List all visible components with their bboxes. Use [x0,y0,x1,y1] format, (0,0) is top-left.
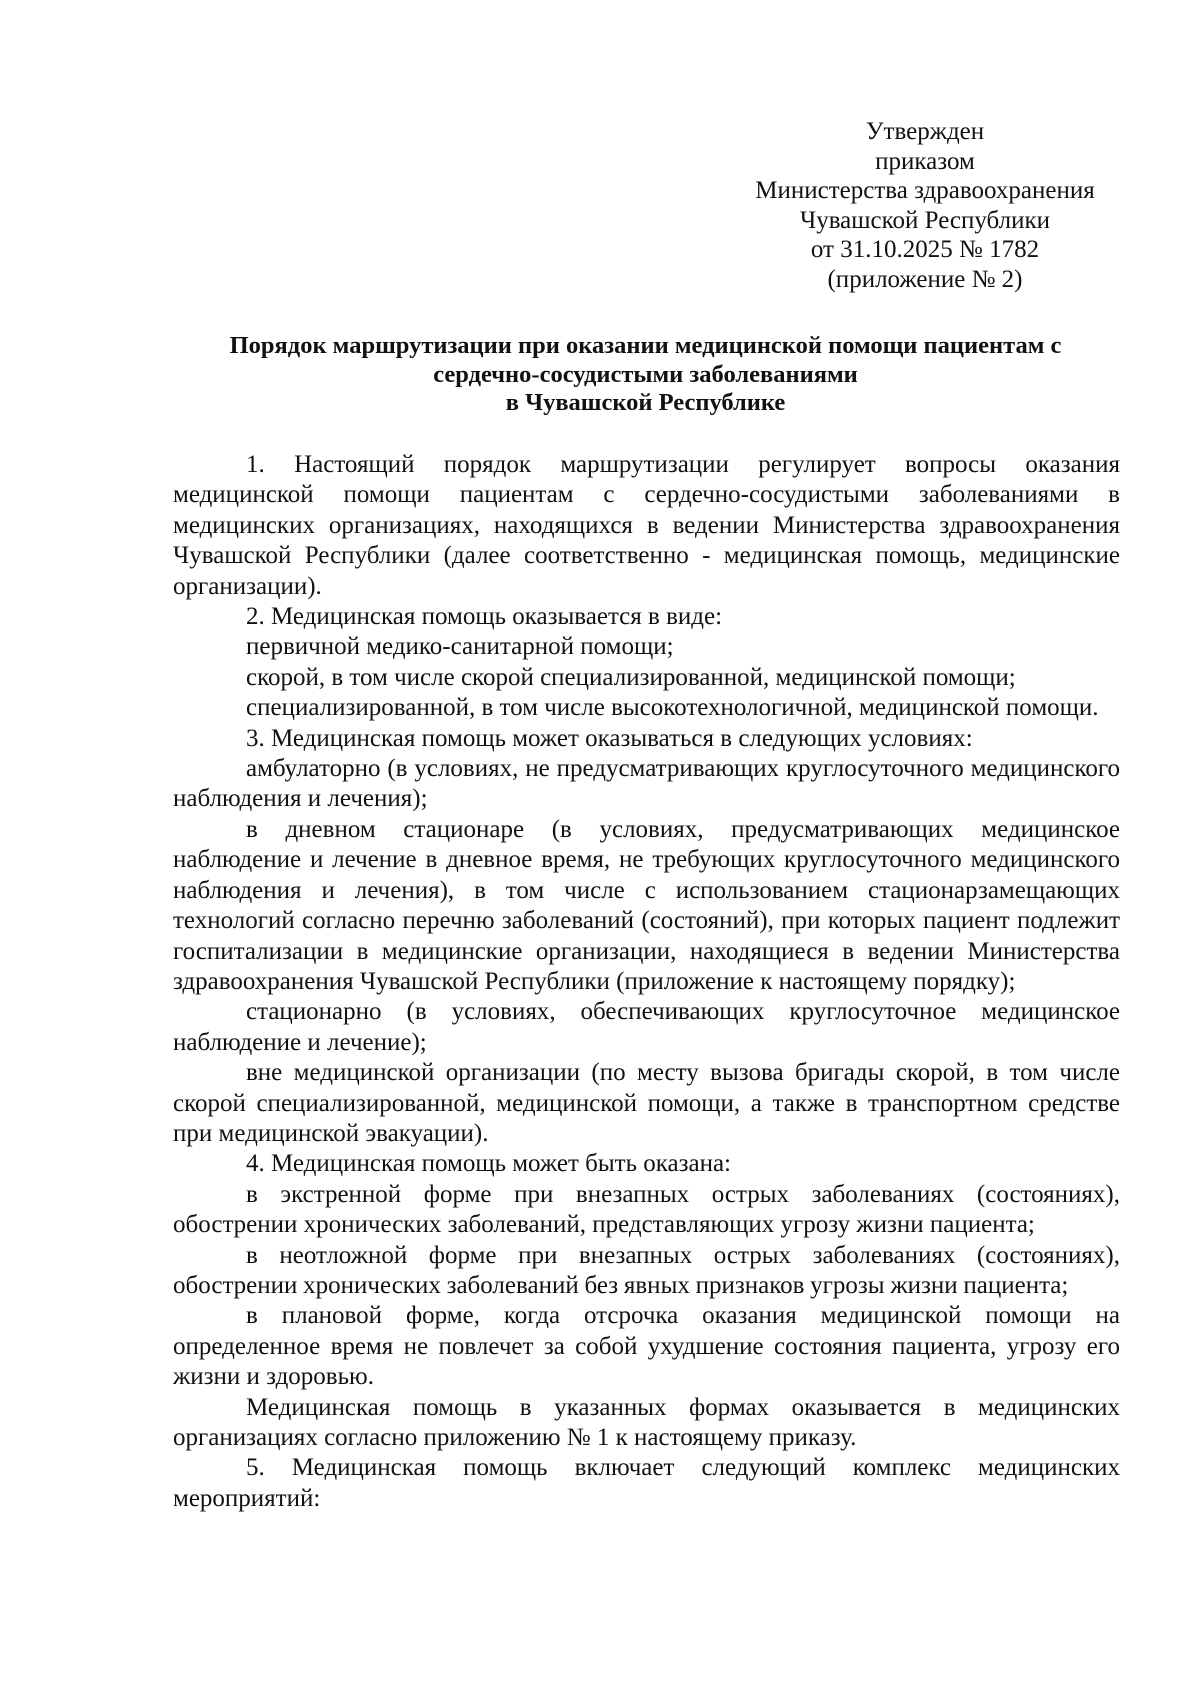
paragraph: в дневном стационаре (в условиях, предусматривающих медицинское наблюдение и лечение в дневное время, не требующих круглосуточного медицинского наблюдения и лечения), в том числе с использованием стационарзамещающих технологий согласно перечню заболеваний (состояний), при которых пациент подлежит госпитализации в медицинские организации, находящиеся в ведении Министерства здравоохранения Чувашской Республики (приложение к настоящему порядку); [173,815,1120,995]
title-line: сердечно-сосудистыми заболеваниями [433,360,858,388]
approval-line: приказом [875,147,975,175]
paragraph: специализированной, в том числе высокотехнологичной, медицинской помощи. [246,694,1099,722]
paragraph: амбулаторно (в условиях, не предусматривающих круглосуточного медицинского наблюдения и лечения); [173,755,1120,813]
paragraph: 2. Медицинская помощь оказывается в виде: [246,603,723,631]
paragraph: в экстренной форме при внезапных острых заболеваниях (состояниях), обострении хронических заболеваний, представляющих угрозу жизни пациента; [173,1180,1120,1239]
paragraph: 1. Настоящий порядок маршрутизации регулирует вопросы оказания медицинской помощи пациентам с сердечно-сосудистыми заболеваниями в медицинских организациях, находящихся в ведении Министерства здравоохранения Чувашской Республики (далее соответственно - медицинская помощь, медицинские организации). [173,451,1120,600]
paragraph: Медицинская помощь в указанных формах оказывается в медицинских организациях согласно приложению № 1 к настоящему приказу. [173,1393,1120,1451]
approval-line: (приложение № 2) [827,265,1023,293]
paragraph: в неотложной форме при внезапных острых заболеваниях (состояниях), обострении хронических заболеваний без явных признаков угрозы жизни пациента; [173,1241,1120,1299]
paragraph: стационарно (в условиях, обеспечивающих круглосуточное медицинское наблюдение и лечение); [173,998,1120,1056]
approval-stamp-block [730,117,1120,294]
paragraph: 5. Медицинская помощь включает следующий комплекс медицинских мероприятий: [173,1454,1120,1512]
paragraph: вне медицинской организации (по месту вызова бригады скорой, в том числе скорой специализированной, медицинской помощи, а также в транспортном средстве при медицинской эвакуации). [173,1059,1120,1147]
approval-line: Чувашской Республики [799,206,1051,234]
paragraph: в плановой форме, когда отсрочка оказания медицинской помощи на определенное время не повлечет за собой ухудшение состояния пациента, угрозу его жизни и здоровью. [173,1302,1120,1391]
approval-line: Утвержден [865,118,985,145]
title-line: Порядок маршрутизации при оказании медицинской помощи пациентам с [229,332,1062,359]
paragraph: 3. Медицинская помощь может оказываться в следующих условиях: [246,724,973,752]
paragraph: скорой, в том числе скорой специализированной, медицинской помощи; [246,663,1016,691]
paragraph: 4. Медицинская помощь может быть оказана: [246,1150,731,1178]
approval-line: Министерства здравоохранения [755,177,1095,204]
document-body [173,450,1120,1514]
paragraph: первичной медико-санитарной помощи; [246,633,674,661]
document-title [172,332,1119,418]
title-line: в Чувашской Республике [505,389,786,416]
approval-line: от 31.10.2025 № 1782 [810,236,1040,263]
